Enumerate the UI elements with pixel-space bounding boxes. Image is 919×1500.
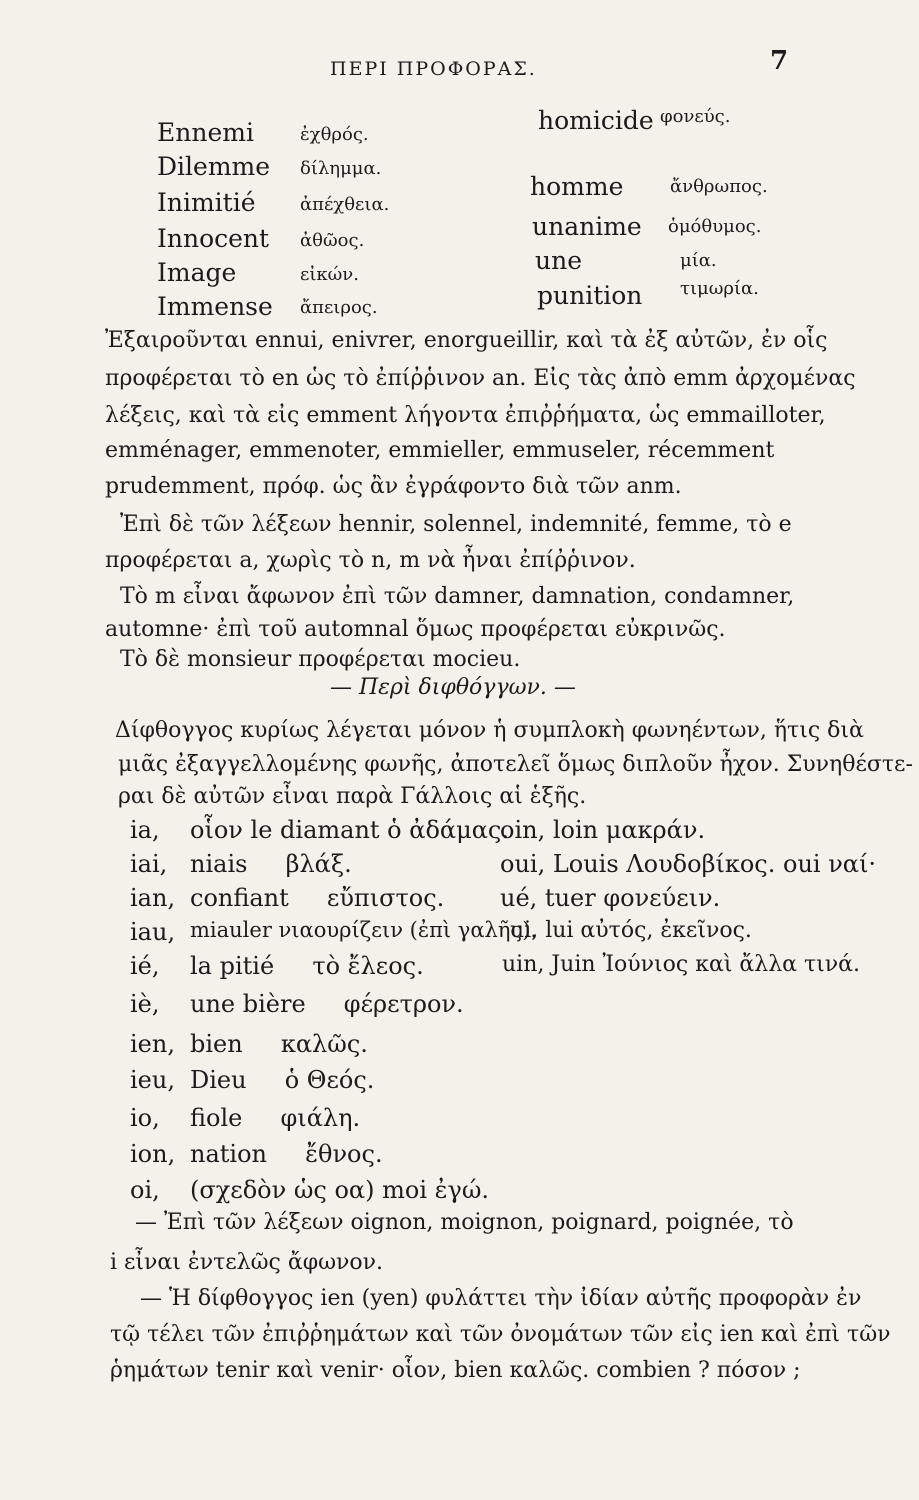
diphthong-example: une bière φέρετρον. (190, 990, 464, 1018)
diphthong: ieu, (130, 1066, 175, 1094)
vocab-right-gr: φονεύς. (660, 106, 731, 127)
diphthong-row (130, 918, 870, 952)
diphthong-row (130, 1030, 870, 1064)
diphthong-example: nation ἔθνος. (190, 1140, 383, 1168)
vocab-right-fr: homicide (538, 106, 654, 135)
page-number: 7 (770, 46, 789, 76)
vocab-left-gr: δίλημμα. (300, 158, 382, 179)
vocab-left-fr: Ennemi (157, 118, 254, 147)
diphthong-example: niais βλάξ. (190, 850, 352, 878)
diphthong-example: bien καλῶς. (190, 1030, 368, 1058)
diphthong-right: ué, tuer φονεύειν. (500, 884, 721, 912)
vocab-right-fr: punition (537, 281, 643, 310)
diphthong-row (130, 1066, 870, 1100)
paragraph-line: προφέρεται τὸ en ὡς τὸ ἐπίῤῥινον an. Εἰς τὰς ἀπὸ emm ἀρχομένας (105, 366, 856, 391)
section-heading: — Περὶ διφθόγγων. — (330, 675, 576, 700)
vocab-left-gr: ἐχθρός. (300, 124, 369, 145)
vocab-left-gr: ἀπέχθεια. (300, 194, 390, 215)
diphthong-example: (σχεδὸν ὡς οα) moi ἐγώ. (190, 1176, 490, 1204)
paragraph-line: προφέρεται a, χωρὶς τὸ n, m νὰ ἦναι ἐπίῤῥινον. (105, 548, 636, 573)
diphthong: io, (130, 1104, 160, 1132)
diphthong: iai, (130, 850, 168, 878)
vocab-left-gr: ἄπειρος. (300, 297, 378, 318)
vocab-right-gr: ὁμόθυμος. (668, 216, 762, 237)
diphthong-example: οἷον le diamant ὁ ἀδάμας. (190, 816, 509, 844)
diphthong-example: Dieu ὁ Θεός. (190, 1066, 375, 1094)
diphthong-right: oui, Louis Λουδοβίκος. oui ναί· (500, 850, 877, 878)
paragraph-line: Τὸ δὲ monsieur προφέρεται mocieu. (120, 647, 521, 672)
diphthong: iau, (130, 918, 176, 946)
paragraph-line: Ἐξαιροῦνται ennui, enivrer, enorgueillir, καὶ τὰ ἐξ αὐτῶν, ἐν οἷς (105, 328, 828, 353)
paragraph-line: emménager, emmenoter, emmieller, emmuseler, récemment (105, 438, 775, 463)
paragraph-line: μιᾶς ἐξαγγελλομένης φωνῆς, ἀποτελεῖ ὅμως διπλοῦν ἦχον. Συνηθέστε- (118, 752, 913, 777)
diphthong-row (130, 990, 870, 1024)
vocab-right-fr: unanime (532, 212, 642, 241)
paragraph-line: i εἶναι ἐντελῶς ἄφωνον. (110, 1250, 384, 1275)
diphthong: ion, (130, 1140, 176, 1168)
running-title: ΠΕΡΙ ΠΡΟΦΟΡΑΣ. (330, 58, 537, 80)
paragraph-line: Τὸ m εἶναι ἄφωνον ἐπὶ τῶν damner, damnation, condamner, (120, 584, 795, 609)
vocab-right-gr: μία. (680, 250, 717, 271)
diphthong-row (130, 1140, 870, 1174)
diphthong-example: fiole φιάλη. (190, 1104, 361, 1132)
diphthong-row (130, 884, 870, 918)
vocab-left-gr: ἀθῶος. (300, 230, 365, 251)
paragraph-line: Δίφθογγος κυρίως λέγεται μόνον ἡ συμπλοκὴ φωνηέντων, ἥτις διὰ (115, 718, 864, 743)
diphthong-row (130, 1104, 870, 1138)
diphthong: ia, (130, 816, 160, 844)
diphthong-row (130, 816, 870, 850)
vocab-right-fr: homme (530, 172, 624, 201)
paragraph-line: λέξεις, καὶ τὰ εἰς emment λήγοντα ἐπιῤῥήματα, ὡς emmailloter, (105, 403, 826, 428)
diphthong: ié, (130, 952, 160, 980)
paragraph-line: — Ἡ δίφθογγος ien (yen) φυλάττει τὴν ἰδίαν αὐτῆς προφορὰν ἐν (140, 1286, 862, 1311)
diphthong: oi, (130, 1176, 160, 1204)
vocab-left-fr: Dilemme (157, 152, 271, 181)
vocab-left-fr: Immense (157, 292, 273, 321)
paragraph-line: automne· ἐπὶ τοῦ automnal ὅμως προφέρεται εὐκρινῶς. (105, 617, 726, 642)
diphthong-row (130, 850, 877, 884)
vocab-left-fr: Image (157, 258, 237, 287)
diphthong: iè, (130, 990, 160, 1018)
paragraph-line: prudemment, πρόφ. ὡς ἂν ἐγράφοντο διὰ τῶν anm. (105, 474, 682, 499)
diphthong-right: oin, loin μακράν. (500, 816, 706, 844)
diphthong-example: miauler νιαουρίζειν (ἐπὶ γαλῆς). (190, 918, 538, 942)
paragraph-line: — Ἐπὶ τῶν λέξεων oignon, moignon, poignard, poignée, τὸ (135, 1210, 794, 1235)
diphthong-example: la pitié τὸ ἔλεος. (190, 952, 424, 980)
vocab-left-gr: εἰκών. (300, 264, 359, 285)
diphthong-right: uin, Juin Ἰούνιος καὶ ἄλλα τινά. (502, 952, 861, 977)
diphthong-row (130, 952, 870, 986)
paragraph-line: Ἐπὶ δὲ τῶν λέξεων hennir, solennel, indemnité, femme, τὸ e (120, 512, 792, 537)
page-header (0, 46, 919, 98)
paragraph-line: τῷ τέλει τῶν ἐπιῤῥημάτων καὶ τῶν ὀνομάτων τῶν εἰς ien καὶ ἐπὶ τῶν (110, 1322, 891, 1347)
diphthong-right: ui, lui αὐτός, ἐκεῖνος. (510, 918, 752, 943)
diphthong-row (130, 1176, 870, 1210)
vocab-right-gr: ἄνθρωπος. (670, 176, 768, 197)
paragraph-line: ῥημάτων tenir καὶ venir· οἷον, bien καλῶς. combien ? πόσον ; (110, 1358, 801, 1383)
diphthong-example: confiant εὔπιστος. (190, 884, 445, 912)
paragraph-line: ραι δὲ αὐτῶν εἶναι παρὰ Γάλλοις αἱ ἑξῆς. (118, 784, 587, 809)
diphthong: ien, (130, 1030, 175, 1058)
vocab-right-fr: une (535, 246, 582, 275)
vocab-left-fr: Inimitié (157, 188, 256, 217)
vocab-right-gr: τιμωρία. (680, 278, 759, 299)
vocab-left-fr: Innocent (157, 224, 270, 253)
diphthong: ian, (130, 884, 176, 912)
